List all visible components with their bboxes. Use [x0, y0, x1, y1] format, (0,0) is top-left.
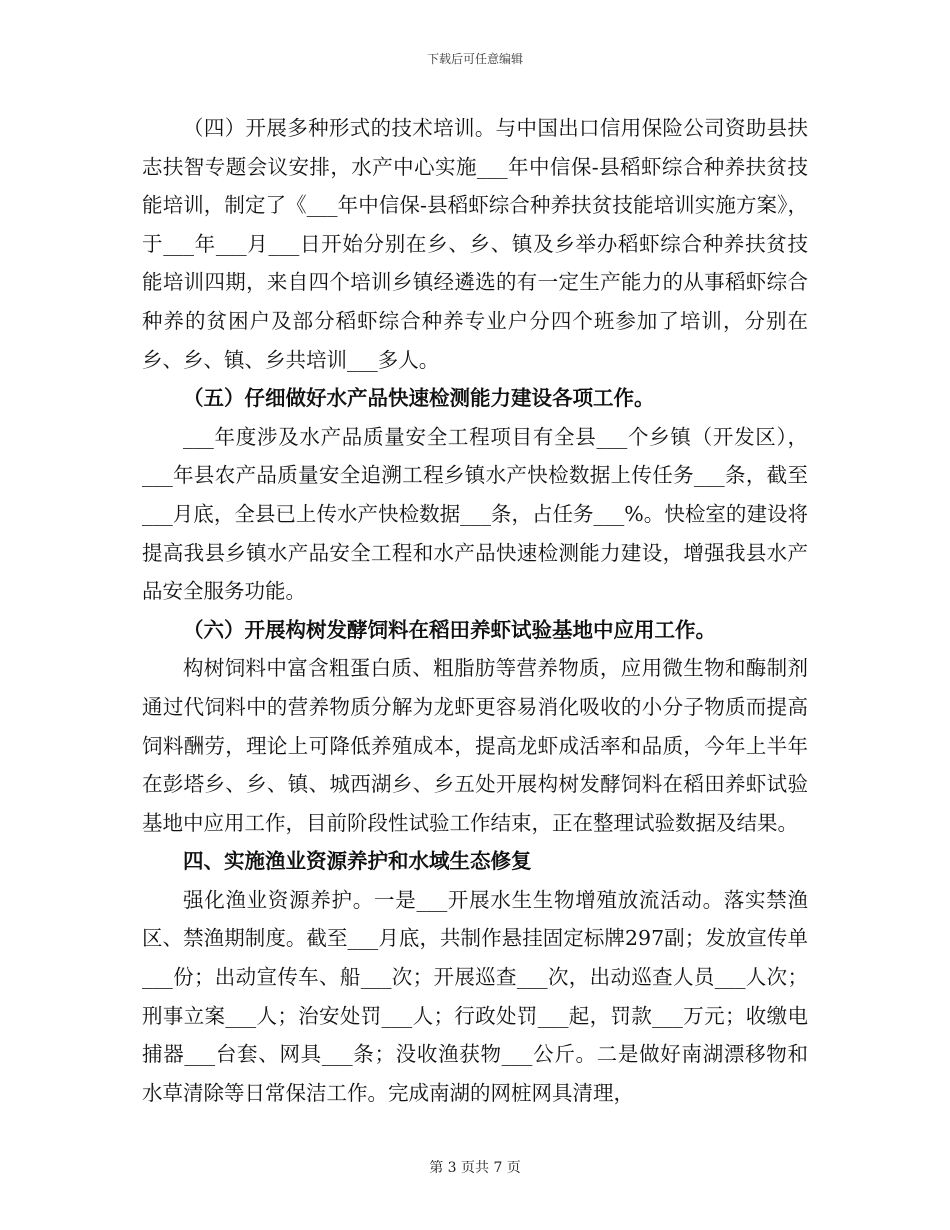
heading-fishery-resources: 四、实施渔业资源养护和水域生态修复	[183, 849, 532, 874]
paragraph-training: （四）开展多种形式的技术培训。与中国出口信用保险公司资助县扶志扶智专题会议安排，水产中心实施___年中信保-县稻虾综合种养扶贫技能培训，制定了《___年中信保-县稻虾综合种养扶贫技能培训实施方案》，于___年___月___日开始分别在乡、乡、镇及乡举办稻虾综合种养扶贫技能培训四期，来自四个培训乡镇经遴选的有一定生产能力的从事稻虾综合种养的贫困户及部分稻虾综合种养专业户分四个班参加了培训，分别在乡、乡、镇、乡共培训___多人。	[142, 116, 808, 372]
paragraph-rapid-testing: ___年度涉及水产品质量安全工程项目有全县___个乡镇（开发区），___年县农产品质量安全追溯工程乡镇水产快检数据上传任务___条，截至___月底，全县已上传水产快检数据___条，占任务___%。快检室的建设将提高我县乡镇水产品安全工程和水产品快速检测能力建设，增强我县水产品安全服务功能。	[142, 424, 808, 604]
page-footer: 第 3 页共 7 页	[429, 1160, 521, 1176]
heading-fermented-feed: （六）开展构树发酵饲料在稻田养虾试验基地中应用工作。	[183, 617, 716, 642]
document-body	[142, 109, 808, 1112]
paragraph-fermented-feed: 构树饲料中富含粗蛋白质、粗脂肪等营养物质，应用微生物和酶制剂通过代饲料中的营养物质分解为龙虾更容易消化吸收的小分子物质而提高饲料酬劳，理论上可降低养殖成本，提高龙虾成活率和品质，今年上半年在彭塔乡、乡、镇、城西湖乡、乡五处开展构树发酵饲料在稻田养虾试验基地中应用工作，目前阶段性试验工作结束，正在整理试验数据及结果。	[142, 656, 808, 835]
page-header: 下载后可任意编辑	[426, 52, 523, 66]
heading-rapid-testing: （五）仔细做好水产品快速检测能力建设各项工作。	[183, 386, 655, 411]
paragraph-fishery-resources: 强化渔业资源养护。一是___开展水生生物增殖放流活动。落实禁渔区、禁渔期制度。截至___月底，共制作悬挂固定标牌297副；发放宣传单___份；出动宣传车、船___次；开展巡查___次，出动巡查人员___人次；刑事立案___人；治安处罚___人；行政处罚___起，罚款___万元；收缴电捕器___台套、网具___条；没收渔获物___公斤。二是做好南湖漂移物和水草清除等日常保洁工作。完成南湖的网桩网具清理，	[142, 887, 808, 1105]
